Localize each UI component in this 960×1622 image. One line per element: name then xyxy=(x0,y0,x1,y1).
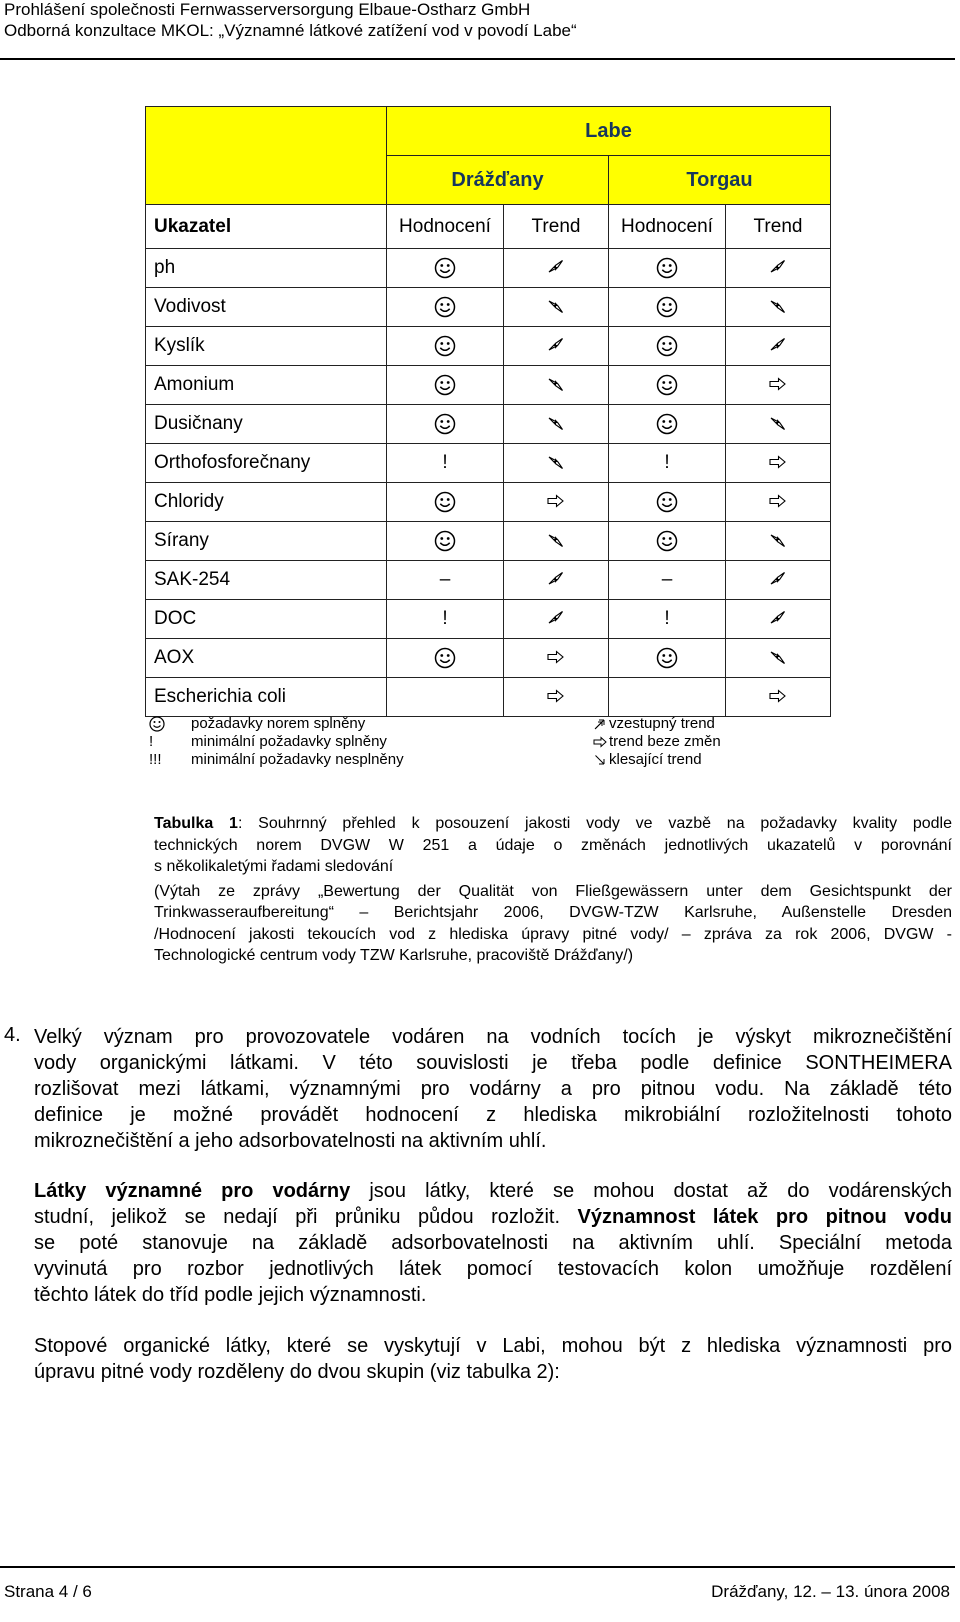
indicator-name: Escherichia coli xyxy=(146,678,387,717)
smile-icon xyxy=(656,374,678,396)
table-row xyxy=(146,678,831,717)
arrow-right-icon xyxy=(767,452,789,474)
trend-cell xyxy=(726,444,831,483)
indicator-name: Dusičnany xyxy=(146,405,387,444)
trend-cell xyxy=(504,678,609,717)
trend-cell xyxy=(726,483,831,522)
table-row xyxy=(146,249,831,288)
col-indicator-header: Ukazatel xyxy=(146,205,387,249)
quality-table xyxy=(145,106,831,717)
smile-icon xyxy=(434,335,456,357)
trend-cell xyxy=(726,288,831,327)
arrow-down-icon xyxy=(767,296,789,318)
paragraph-2 xyxy=(34,1178,952,1308)
table-caption xyxy=(154,813,952,967)
para-number: 4. xyxy=(4,1024,21,1046)
rating-cell xyxy=(609,678,726,717)
para1-l2: vody organickými látkami. V této souvislosti je třeba podle definice SONTHEIMERA xyxy=(34,1052,952,1074)
river-name: Labe xyxy=(387,107,831,156)
caption-l7: Technologické centrum vody TZW Karlsruhe, pracoviště Drážďany/) xyxy=(154,947,634,964)
col-rating-header-2: Hodnocení xyxy=(609,205,726,249)
para1-l4: definice je možné provádět hodnocení z hlediska mikrobiální rozložitelnosti tohoto xyxy=(34,1104,952,1126)
indicator-name: Sírany xyxy=(146,522,387,561)
caption-l5: Trinkwasseraufbereitung“ – Berichtsjahr 2006, DVGW-TZW Karlsruhe, Außenstelle Dresden xyxy=(154,904,952,921)
arrow-up-icon xyxy=(767,257,789,279)
trend-cell xyxy=(504,288,609,327)
trend-cell xyxy=(726,249,831,288)
arrow-up-icon xyxy=(767,569,789,591)
arrow-up-icon xyxy=(545,257,567,279)
para2-l5: těchto látek do tříd podle jejich významnosti. xyxy=(34,1284,427,1306)
station-torgau: Torgau xyxy=(609,156,831,205)
trend-cell xyxy=(504,405,609,444)
trend-cell xyxy=(504,483,609,522)
trend-cell xyxy=(726,522,831,561)
indicator-name: Kyslík xyxy=(146,327,387,366)
col-trend-header-2: Trend xyxy=(726,205,831,249)
arrow-down-icon xyxy=(767,647,789,669)
legend-up-text: vzestupný trend xyxy=(609,715,715,732)
smile-icon xyxy=(434,374,456,396)
para1-l1: Velký význam pro provozovatele vodáren na vodních tocích je výskyt mikroznečištění xyxy=(34,1026,952,1048)
arrow-down-icon xyxy=(592,752,608,773)
para2-bold-2: Významnost látek pro pitnou vodu xyxy=(577,1206,952,1228)
rating-cell xyxy=(609,366,726,405)
page-number: Strana 4 / 6 xyxy=(4,1582,92,1601)
legend-min-met-text: minimální požadavky splněny xyxy=(191,733,387,750)
rating-cell: ! xyxy=(387,600,504,639)
indicator-name: Vodivost xyxy=(146,288,387,327)
header-line-2: Odborná konzultace MKOL: „Významné látkové zatížení vod v povodí Labe“ xyxy=(4,21,577,40)
trend-cell xyxy=(504,444,609,483)
indicator-name: ph xyxy=(146,249,387,288)
trend-cell xyxy=(726,327,831,366)
col-rating-header-1: Hodnocení xyxy=(387,205,504,249)
rating-cell xyxy=(387,366,504,405)
rating-cell: ! xyxy=(609,444,726,483)
rating-cell xyxy=(609,522,726,561)
indicator-name: SAK-254 xyxy=(146,561,387,600)
rating-cell xyxy=(387,327,504,366)
smile-icon xyxy=(656,647,678,669)
smile-icon xyxy=(656,530,678,552)
smile-icon xyxy=(434,530,456,552)
smile-icon xyxy=(656,296,678,318)
arrow-up-icon xyxy=(545,569,567,591)
trend-cell xyxy=(726,639,831,678)
legend-bang-3: !!! xyxy=(149,751,162,768)
station-dresden: Drážďany xyxy=(387,156,609,205)
table-row xyxy=(146,366,831,405)
table-row xyxy=(146,444,831,483)
legend-min-not-met-text: minimální požadavky nesplněny xyxy=(191,751,404,768)
para2-l3: se poté stanovuje na základě adsorbovatelnosti na aktivním uhlí. Speciální metoda xyxy=(34,1232,952,1254)
trend-cell xyxy=(504,249,609,288)
table-corner xyxy=(146,107,387,205)
arrow-right-icon xyxy=(767,686,789,708)
indicator-name: AOX xyxy=(146,639,387,678)
indicator-name: Amonium xyxy=(146,366,387,405)
footer-rule xyxy=(0,1566,955,1568)
para2-l1: jsou látky, které se mohou dostat až do vodárenských xyxy=(350,1180,952,1202)
arrow-up-icon xyxy=(767,608,789,630)
rating-cell xyxy=(387,639,504,678)
rating-cell xyxy=(609,327,726,366)
footer-date: Drážďany, 12. – 13. února 2008 xyxy=(711,1582,950,1601)
caption-l2: technických norem DVGW W 251 a údaje o změnách jednotlivých ukazatelů v porovnání xyxy=(154,836,952,854)
trend-cell xyxy=(504,366,609,405)
rating-cell xyxy=(609,639,726,678)
table-row xyxy=(146,405,831,444)
rating-cell: ! xyxy=(609,600,726,639)
arrow-down-icon xyxy=(545,413,567,435)
arrow-down-icon xyxy=(545,452,567,474)
caption-l4: (Výtah ze zprávy „Bewertung der Qualität von Fließgewässern unter dem Gesichtspunkt der xyxy=(154,882,952,900)
rating-cell xyxy=(387,405,504,444)
smile-icon xyxy=(656,413,678,435)
smile-icon xyxy=(434,257,456,279)
trend-cell xyxy=(504,327,609,366)
rating-cell: – xyxy=(387,561,504,600)
rating-cell xyxy=(609,249,726,288)
paragraph-3 xyxy=(34,1333,952,1385)
table-row xyxy=(146,639,831,678)
smile-icon xyxy=(434,491,456,513)
legend-right-text: trend beze změn xyxy=(609,733,721,750)
para2-l2: studní, jelikož se nedají při průniku půdou rozložit. xyxy=(34,1206,578,1228)
smile-icon xyxy=(656,257,678,279)
paragraph-1 xyxy=(34,1024,952,1154)
rating-cell xyxy=(387,678,504,717)
rating-cell xyxy=(387,522,504,561)
arrow-down-icon xyxy=(545,374,567,396)
indicator-name: Orthofosforečnany xyxy=(146,444,387,483)
caption-l3: s několikaletými řadami sledování xyxy=(154,858,394,875)
rating-cell xyxy=(609,405,726,444)
smile-icon xyxy=(434,413,456,435)
rating-cell xyxy=(387,249,504,288)
rating-cell xyxy=(387,288,504,327)
table-row xyxy=(146,483,831,522)
smile-icon xyxy=(656,491,678,513)
table-row xyxy=(146,327,831,366)
para2-bold-1: Látky významné pro vodárny xyxy=(34,1180,351,1202)
smile-icon xyxy=(656,335,678,357)
rating-cell: ! xyxy=(387,444,504,483)
caption-l6: /Hodnocení jakosti tekoucích vod z hlediska úpravy pitné vody/ – zpráva za rok 2006, DVGW - xyxy=(154,925,952,943)
smile-icon xyxy=(434,647,456,669)
arrow-right-icon xyxy=(545,647,567,669)
arrow-right-icon xyxy=(545,491,567,513)
arrow-down-icon xyxy=(767,413,789,435)
trend-cell xyxy=(726,600,831,639)
arrow-up-icon xyxy=(767,335,789,357)
legend-down-text: klesající trend xyxy=(609,751,702,768)
rating-cell: – xyxy=(609,561,726,600)
para3-l1: Stopové organické látky, které se vyskytují v Labi, mohou být z hlediska významnosti pro xyxy=(34,1335,952,1357)
arrow-up-icon xyxy=(545,608,567,630)
trend-cell xyxy=(726,405,831,444)
legend-met-text: požadavky norem splněny xyxy=(191,715,366,732)
arrow-right-icon xyxy=(545,686,567,708)
trend-cell xyxy=(726,678,831,717)
arrow-right-icon xyxy=(767,491,789,513)
table-row xyxy=(146,288,831,327)
table-row xyxy=(146,522,831,561)
col-trend-header-1: Trend xyxy=(504,205,609,249)
arrow-down-icon xyxy=(545,296,567,318)
legend-bang-1: ! xyxy=(149,733,154,750)
caption-l1: : Souhrnný přehled k posouzení jakosti vody ve vazbě na požadavky kvality podle xyxy=(237,815,953,832)
para1-l5: mikroznečištění a jeho adsorbovatelnosti na aktivním uhlí. xyxy=(34,1130,547,1152)
arrow-down-icon xyxy=(767,530,789,552)
arrow-down-icon xyxy=(545,530,567,552)
table-row xyxy=(146,561,831,600)
trend-cell xyxy=(726,561,831,600)
rating-cell xyxy=(609,288,726,327)
rating-cell xyxy=(387,483,504,522)
smile-icon xyxy=(434,296,456,318)
trend-cell xyxy=(726,366,831,405)
para3-l2: úpravu pitné vody rozděleny do dvou skupin (viz tabulka 2): xyxy=(34,1361,560,1383)
para1-l3: rozlišovat mezi látkami, významnými pro vodárny a pro pitnou vodu. Na základě této xyxy=(34,1078,952,1100)
caption-title: Tabulka 1 xyxy=(154,815,238,832)
trend-cell xyxy=(504,522,609,561)
table-row xyxy=(146,600,831,639)
rating-cell xyxy=(609,483,726,522)
header-line-1: Prohlášení společnosti Fernwasserversorgung Elbaue-Ostharz GmbH xyxy=(4,0,531,19)
arrow-up-icon xyxy=(545,335,567,357)
para2-l4: vyvinutá pro rozbor jednotlivých látek pomocí testovacích kolon umožňuje rozdělení xyxy=(34,1258,952,1280)
indicator-name: Chloridy xyxy=(146,483,387,522)
trend-cell xyxy=(504,561,609,600)
trend-cell xyxy=(504,600,609,639)
header-rule xyxy=(0,58,955,60)
trend-cell xyxy=(504,639,609,678)
arrow-right-icon xyxy=(767,374,789,396)
indicator-name: DOC xyxy=(146,600,387,639)
